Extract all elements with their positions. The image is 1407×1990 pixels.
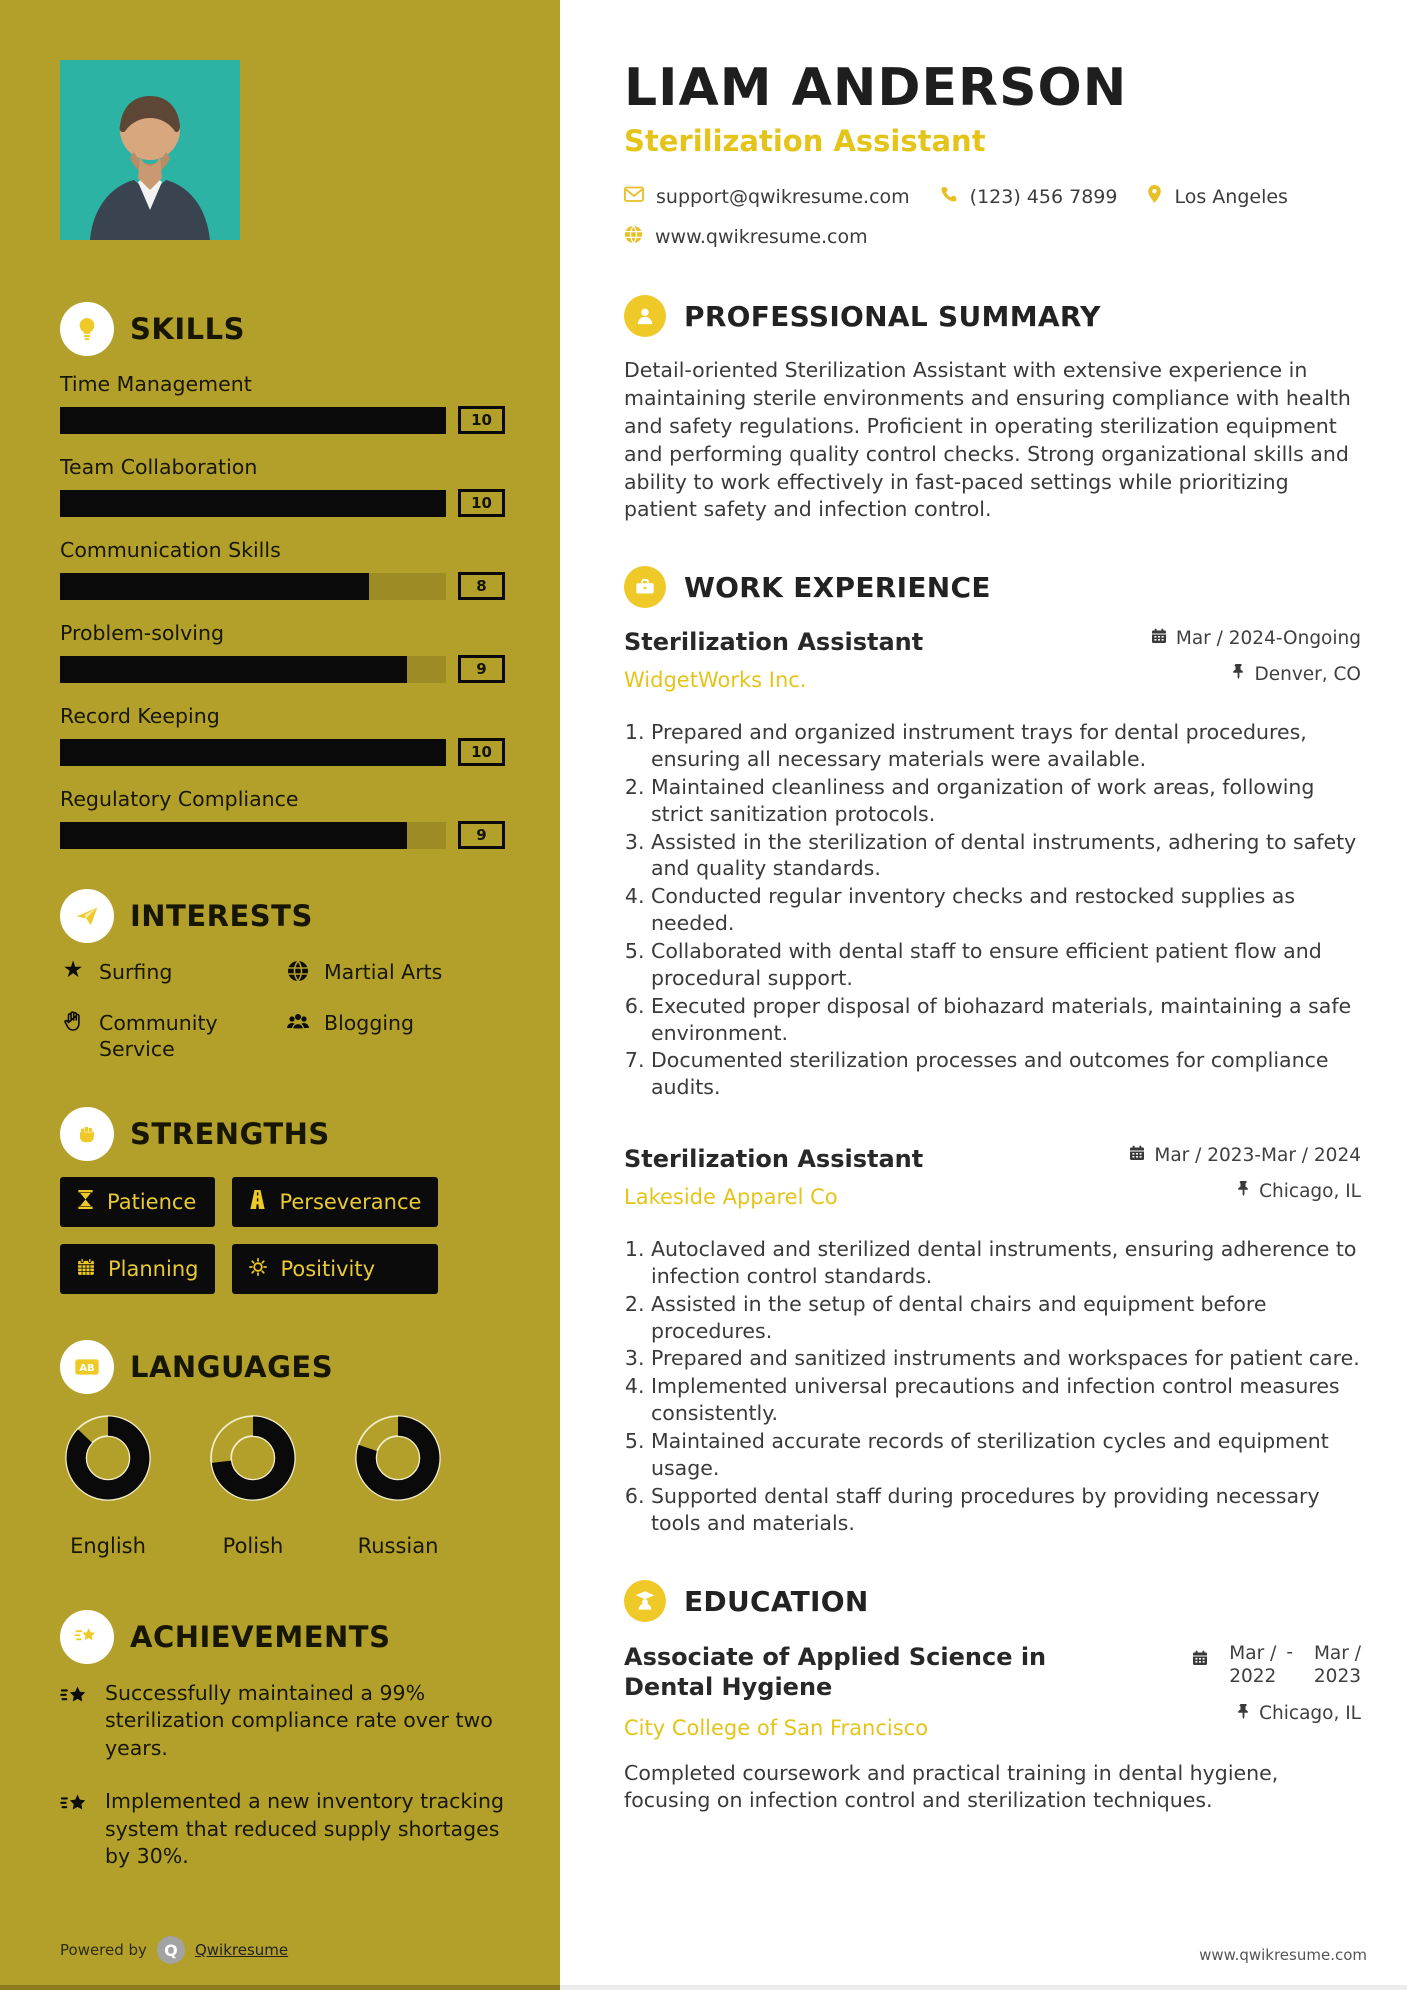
qwikresume-link[interactable]: Qwikresume	[194, 1941, 289, 1959]
pushpin-icon	[1237, 1703, 1250, 1725]
job-bullet-list	[624, 1236, 1361, 1536]
strength-label: Positivity	[280, 1256, 375, 1281]
skill-value-badge: 10	[458, 489, 505, 517]
calendar-icon	[1129, 1145, 1145, 1166]
language-donut-chart	[205, 1410, 301, 1506]
summary-header	[624, 295, 1361, 337]
footer-website: www.qwikresume.com	[1199, 1946, 1367, 1964]
calendar-icon	[1151, 628, 1167, 649]
job-entry	[624, 628, 1361, 1101]
job-bullet: 2. Maintained cleanliness and organization of work areas, following strict sanitization protocols.	[651, 774, 1361, 828]
education-school: City College of San Francisco	[624, 1716, 929, 1741]
candidate-title: Sterilization Assistant	[624, 124, 986, 158]
skill-bar	[60, 490, 446, 517]
language-item	[205, 1410, 301, 1558]
job-bullet: 5. Collaborated with dental staff to ensure efficient patient flow and procedural support.	[651, 938, 1361, 992]
achievement-text: Successfully maintained a 99% sterilization compliance rate over two years.	[105, 1680, 493, 1760]
skills-title: SKILLS	[130, 312, 245, 346]
sidebar-footer	[60, 1936, 288, 1964]
skills-header	[60, 302, 505, 356]
skill-value-badge: 9	[458, 821, 505, 849]
candidate-name: LIAM ANDERSON	[624, 58, 1128, 118]
interest-label: Martial Arts	[324, 960, 443, 984]
education-date-start: Mar / 2022	[1229, 1643, 1277, 1688]
job-date	[1151, 628, 1361, 649]
achievements-section	[60, 1610, 505, 1871]
skill-label: Team Collaboration	[60, 455, 258, 479]
contact-location	[1147, 184, 1287, 209]
star-icon: ★	[62, 957, 84, 983]
skill-bar	[60, 407, 446, 434]
globe-icon	[285, 959, 311, 986]
language-icon	[60, 1340, 114, 1394]
contact-block	[624, 184, 1361, 249]
strength-badge	[60, 1177, 215, 1227]
job-location	[1151, 663, 1361, 685]
education-location-text: Chicago, IL	[1259, 1703, 1361, 1725]
person-icon	[624, 295, 666, 337]
education-header	[624, 1580, 1361, 1622]
strength-label: Patience	[107, 1189, 197, 1214]
skill-value-badge: 8	[458, 572, 505, 600]
languages-section	[60, 1340, 505, 1558]
education-location	[1192, 1703, 1361, 1725]
job-bullet: 6. Supported dental staff during procedures by providing necessary tools and materials.	[651, 1483, 1361, 1537]
interest-item	[285, 959, 505, 986]
achievements-header	[60, 1610, 505, 1664]
language-item	[350, 1410, 446, 1558]
summary-title: PROFESSIONAL SUMMARY	[684, 299, 1101, 333]
interest-item	[60, 1010, 275, 1063]
skill-item	[60, 787, 505, 849]
skill-label: Problem-solving	[60, 621, 224, 645]
shooting-star-icon	[60, 1610, 114, 1664]
education-date	[1192, 1642, 1361, 1688]
education-date-separator: -	[1286, 1642, 1293, 1664]
strength-badge	[232, 1244, 438, 1294]
skill-label: Regulatory Compliance	[60, 787, 299, 811]
job-location-text: Denver, CO	[1254, 663, 1361, 685]
education-description: Completed coursework and practical training in dental hygiene, focusing on infection control and sterilization techniques.	[624, 1761, 1279, 1813]
job-company: Lakeside Apparel Co	[624, 1185, 838, 1210]
skill-bar	[60, 822, 446, 849]
map-marker-icon	[1147, 184, 1162, 209]
achievement-item	[60, 1680, 505, 1762]
lightbulb-icon	[60, 302, 114, 356]
powered-by-label: Powered by	[60, 1941, 147, 1959]
page-bottom-edge	[0, 1985, 1407, 1990]
skill-label: Time Management	[60, 372, 252, 396]
interest-label: Surfing	[99, 960, 173, 984]
skill-bar	[60, 573, 446, 600]
job-bullet: 1. Prepared and organized instrument trays for dental procedures, ensuring all necessary materials were available.	[651, 719, 1361, 773]
interest-item	[285, 1010, 505, 1063]
location-text: Los Angeles	[1174, 185, 1288, 208]
users-icon	[285, 1010, 311, 1063]
strength-badge	[232, 1177, 438, 1227]
hourglass-icon	[77, 1190, 94, 1214]
skill-item	[60, 621, 505, 683]
pushpin-icon	[1237, 1180, 1250, 1202]
experience-title: WORK EXPERIENCE	[684, 570, 991, 604]
skill-value-badge: 10	[458, 738, 505, 766]
job-company: WidgetWorks Inc.	[624, 668, 807, 693]
interest-label: Community Service	[99, 1010, 218, 1062]
calendar-icon	[77, 1257, 95, 1281]
skills-section	[60, 302, 505, 849]
language-item	[60, 1410, 156, 1558]
skill-value-badge: 10	[458, 406, 505, 434]
envelope-icon	[624, 186, 644, 208]
skill-item	[60, 704, 505, 766]
job-bullet-list	[624, 719, 1361, 1101]
email-text: support@qwikresume.com	[656, 185, 910, 208]
interest-label: Blogging	[324, 1010, 415, 1035]
achievements-title: ACHIEVEMENTS	[130, 1619, 391, 1654]
achievement-text: Implemented a new inventory tracking system that reduced supply shortages by 30%.	[105, 1789, 505, 1869]
shooting-star-icon	[60, 1682, 90, 1762]
education-date-end: Mar / 2023	[1313, 1643, 1361, 1688]
skill-bar	[60, 739, 446, 766]
language-label: Russian	[357, 1533, 439, 1558]
main-column	[560, 0, 1407, 1814]
interests-section	[60, 889, 505, 1063]
language-label: English	[70, 1533, 146, 1558]
qwikresume-logo-icon: Q	[157, 1936, 185, 1964]
education-title: EDUCATION	[684, 1584, 869, 1618]
hand-icon	[60, 1010, 86, 1063]
strengths-title: STRENGTHS	[130, 1116, 330, 1151]
job-location	[1129, 1180, 1361, 1202]
skill-value-badge: 9	[458, 655, 505, 683]
shooting-star-icon	[60, 1790, 90, 1870]
svg-text:AB: AB	[79, 1363, 95, 1375]
skill-bar	[60, 656, 446, 683]
experience-header	[624, 566, 1361, 608]
job-bullet: 6. Executed proper disposal of biohazard materials, maintaining a safe environment.	[651, 993, 1361, 1047]
language-donut-chart	[350, 1410, 446, 1506]
strengths-section	[60, 1107, 505, 1294]
skill-label: Communication Skills	[60, 538, 281, 562]
contact-website[interactable]	[624, 225, 868, 249]
summary-section	[624, 295, 1361, 524]
skill-item	[60, 455, 505, 517]
languages-title: LANGUAGES	[130, 1349, 334, 1384]
profile-photo	[60, 60, 240, 240]
calendar-icon	[1192, 1650, 1208, 1671]
road-icon	[249, 1190, 266, 1214]
graduate-icon	[624, 1580, 666, 1622]
phone-icon	[940, 185, 958, 208]
strength-label: Planning	[108, 1256, 199, 1281]
experience-section	[624, 566, 1361, 1536]
job-date-text: Mar / 2024-Ongoing	[1175, 628, 1361, 650]
phone-text: (123) 456 7899	[969, 185, 1118, 208]
contact-email[interactable]	[624, 186, 910, 208]
language-donut-chart	[60, 1410, 156, 1506]
languages-header	[60, 1340, 505, 1394]
interest-item	[60, 959, 275, 986]
pushpin-icon	[1232, 663, 1245, 685]
interests-title: INTERESTS	[130, 899, 313, 933]
language-label: Polish	[222, 1533, 284, 1558]
achievement-item	[60, 1788, 505, 1870]
job-bullet: 5. Maintained accurate records of sterilization cycles and equipment usage.	[651, 1428, 1361, 1482]
job-location-text: Chicago, IL	[1259, 1180, 1361, 1202]
job-role: Sterilization Assistant	[624, 1145, 924, 1174]
strengths-header	[60, 1107, 505, 1161]
interests-header	[60, 889, 505, 943]
education-section	[624, 1580, 1361, 1814]
work-desk-icon	[624, 566, 666, 608]
job-bullet: 3. Prepared and sanitized instruments and workspaces for patient care.	[651, 1345, 1361, 1372]
sidebar	[0, 0, 560, 1990]
contact-phone	[940, 185, 1118, 208]
job-bullet: 4. Conducted regular inventory checks and restocked supplies as needed.	[651, 883, 1361, 937]
strength-badge	[60, 1244, 215, 1294]
job-date	[1129, 1145, 1361, 1166]
strength-label: Perseverance	[279, 1189, 422, 1214]
skill-item	[60, 538, 505, 600]
education-degree: Associate of Applied Science in Dental Hygiene	[624, 1643, 1047, 1702]
sun-icon	[249, 1257, 267, 1281]
job-role: Sterilization Assistant	[624, 628, 924, 657]
job-bullet: 7. Documented sterilization processes and outcomes for compliance audits.	[651, 1047, 1361, 1101]
job-entry	[624, 1145, 1361, 1536]
job-bullet: 2. Assisted in the setup of dental chairs and equipment before procedures.	[651, 1291, 1361, 1345]
skill-item	[60, 372, 505, 434]
person-photo-placeholder	[60, 60, 240, 240]
skill-label: Record Keeping	[60, 704, 220, 728]
globe-icon	[624, 225, 643, 249]
job-bullet: 1. Autoclaved and sterilized dental instruments, ensuring adherence to infection control standards.	[651, 1236, 1361, 1290]
job-bullet: 4. Implemented universal precautions and infection control measures consistently.	[651, 1373, 1361, 1427]
job-bullet: 3. Assisted in the sterilization of dental instruments, adhering to safety and quality standards.	[651, 829, 1361, 883]
paper-plane-icon	[60, 889, 114, 943]
job-date-text: Mar / 2023-Mar / 2024	[1154, 1145, 1361, 1167]
fist-icon	[60, 1107, 114, 1161]
summary-text: Detail-oriented Sterilization Assistant with extensive experience in maintaining sterile environments and ensuring compliance with health and safety regulations. Proficient in operating sterilization equipment and performing quality control checks. Strong organizational skills and ability to work effectively in fast-paced settings while prioritizing patient safety and infection control.	[624, 358, 1351, 522]
website-text: www.qwikresume.com	[655, 226, 868, 248]
